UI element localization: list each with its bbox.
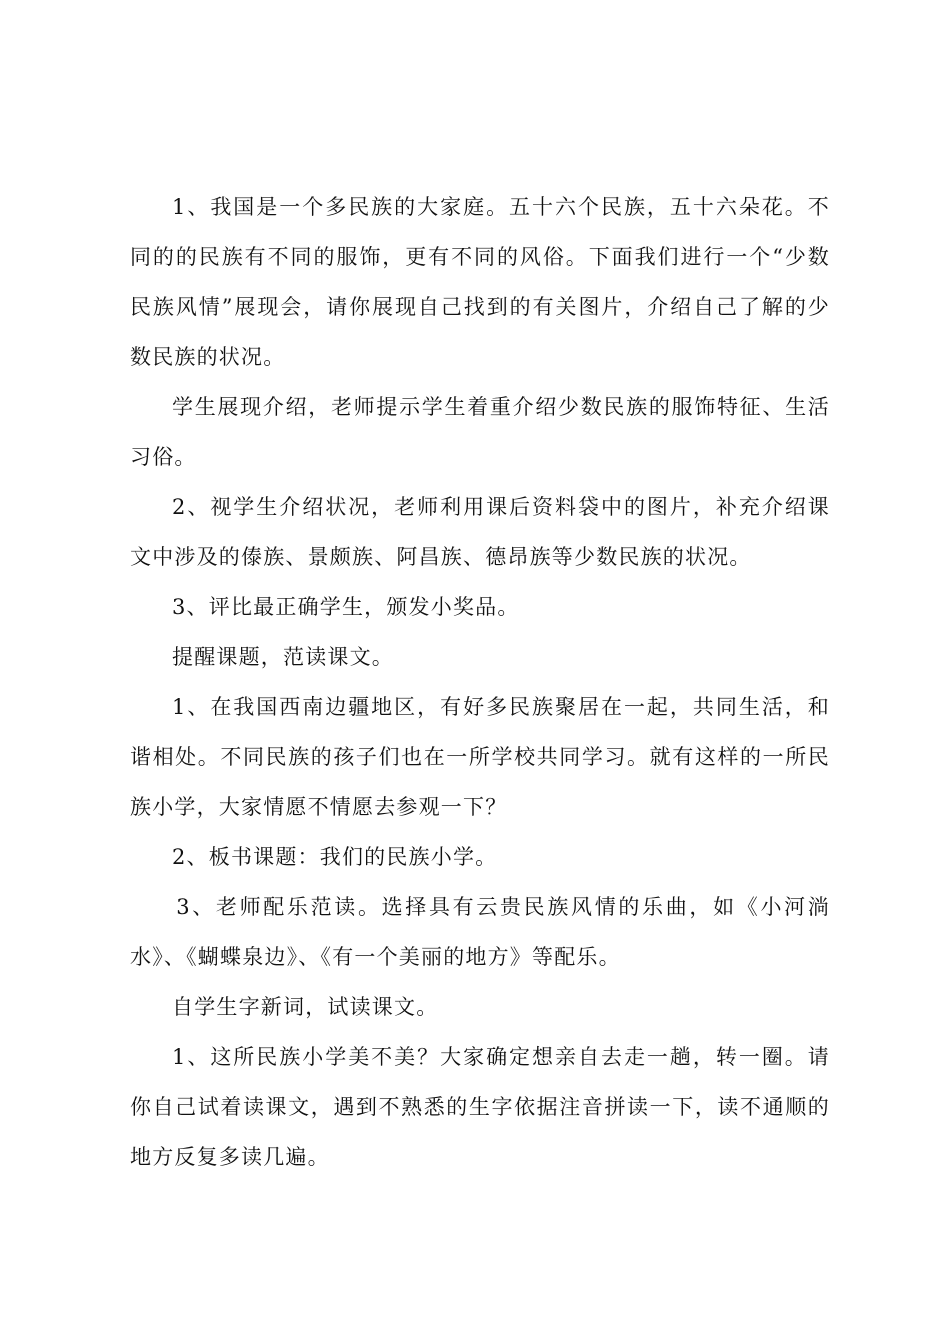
- paragraph-award: 3、评比最正确学生，颁发小奖品。: [172, 595, 520, 619]
- paragraph-board-title: 2、板书课题：我们的民族小学。: [172, 845, 498, 869]
- paragraph-try-reading: 1、这所民族小学美不美？大家确定想亲自去走一趟，转一圈。请你自己试着读课文，遇到不熟悉的生字依据注音拼读一下，读不通顺的地方反复多读几遍。: [130, 1045, 830, 1169]
- paragraph-section-heading-reading: 提醒课题，范读课文。: [172, 645, 394, 669]
- paragraph-teacher-supplement: 2、视学生介绍状况，老师利用课后资料袋中的图片，补充介绍课文中涉及的傣族、景颇族、阿昌族、德昂族等少数民族的状况。: [130, 495, 830, 569]
- paragraph-intro-ethnic-groups: 1、我国是一个多民族的大家庭。五十六个民族，五十六朵花。不同的的民族有不同的服饰，更有不同的风俗。下面我们进行一个“少数民族风情”展现会，请你展现自己找到的有关图片，介绍自己了解的少数民族的状况。: [130, 195, 830, 369]
- paragraph-student-presentation: 学生展现介绍，老师提示学生着重介绍少数民族的服饰特征、生活习俗。: [130, 395, 830, 469]
- paragraph-southwest-border: 1、在我国西南边疆地区，有好多民族聚居在一起，共同生活，和谐相处。不同民族的孩子们也在一所学校共同学习。就有这样的一所民族小学，大家情愿不情愿去参观一下？: [130, 695, 830, 819]
- paragraph-section-heading-self-study: 自学生字新词，试读课文。: [172, 995, 439, 1019]
- paragraph-music-reading: 3、老师配乐范读。选择具有云贵民族风情的乐曲，如《小河淌水》、《蝴蝶泉边》、《有一个美丽的地方》等配乐。: [130, 895, 830, 969]
- document-body: [130, 182, 830, 1182]
